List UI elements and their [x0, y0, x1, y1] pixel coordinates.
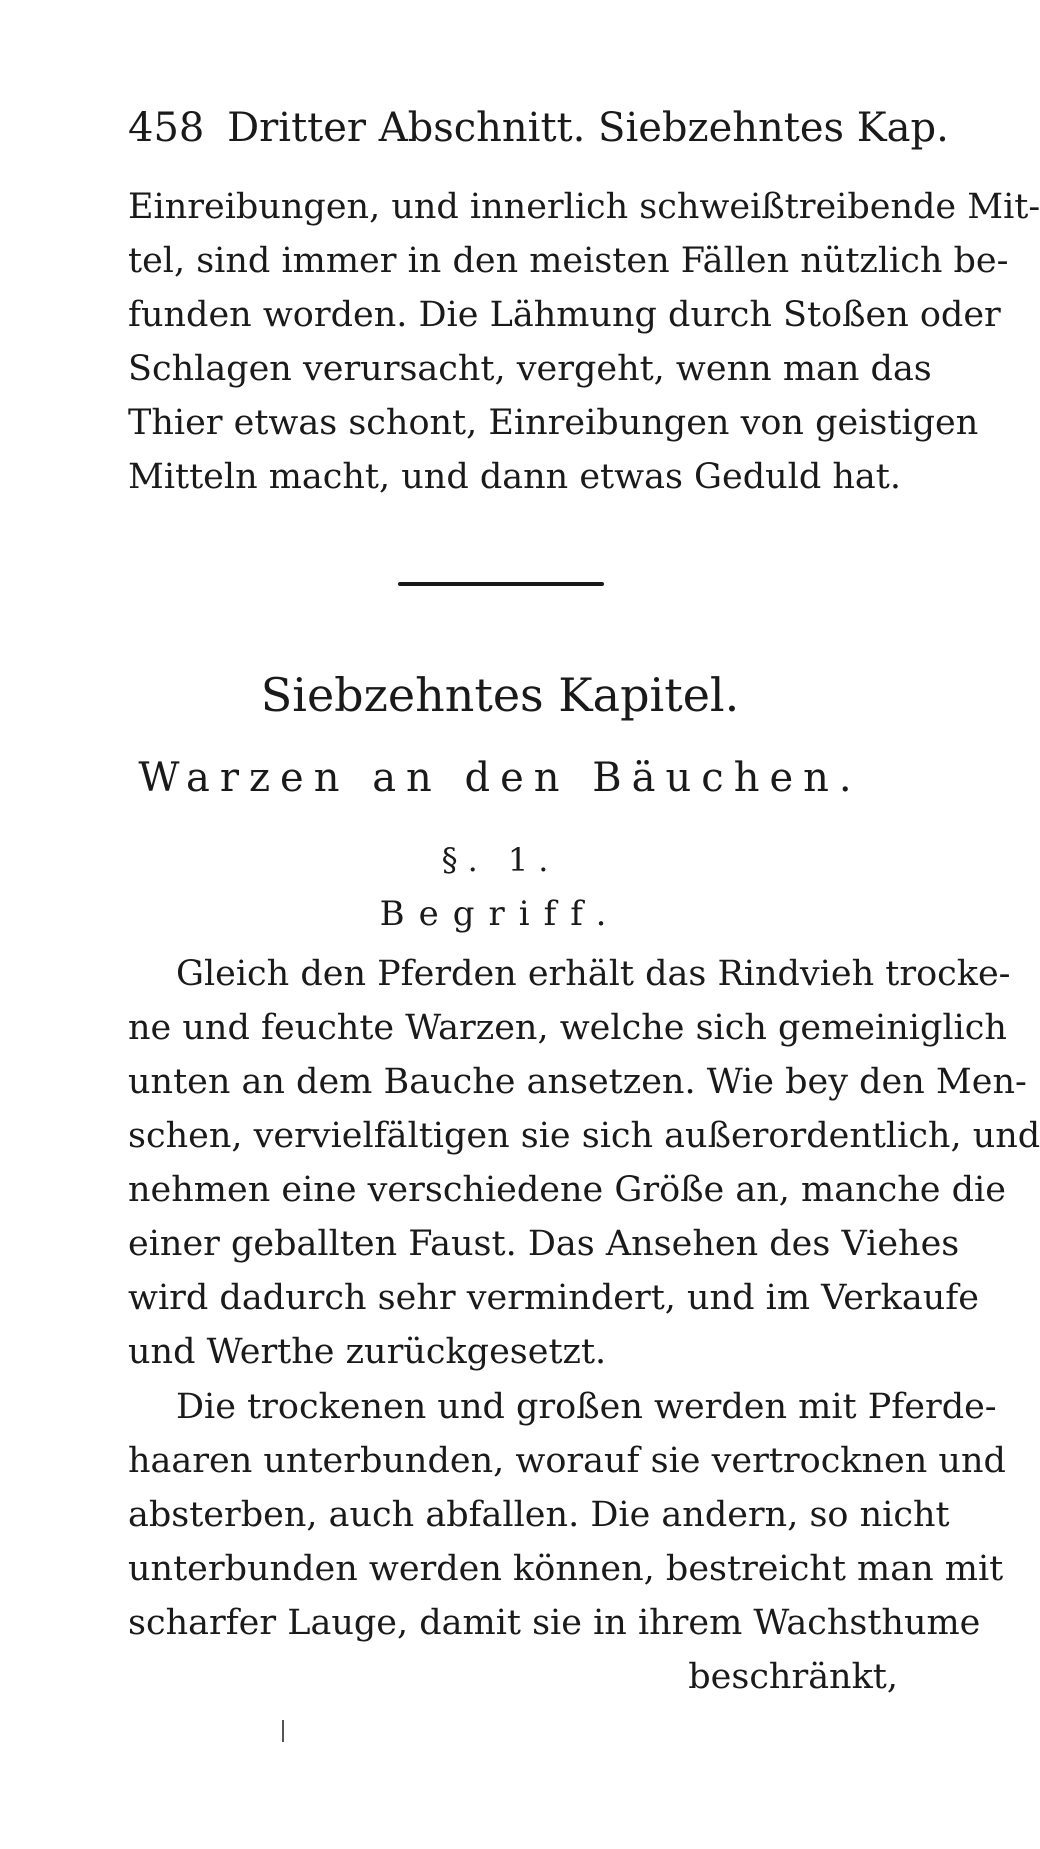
text-line: Gleich den Pferden erhält das Rindvieh trocke- [176, 954, 1011, 994]
section-number: §. 1. [441, 841, 559, 879]
text-line: ne und feuchte Warzen, welche sich gemeiniglich [128, 1008, 1007, 1048]
text-line: absterben, auch abfallen. Die andern, so nicht [128, 1495, 950, 1535]
text-line: haaren unterbunden, worauf sie vertrocknen und [128, 1441, 1006, 1481]
paragraph-definition [128, 947, 1040, 1379]
text-line: unten an dem Bauche ansetzen. Wie bey den Men- [128, 1062, 1027, 1102]
text-line: einer geballten Faust. Das Ansehen des Viehes [128, 1224, 960, 1264]
section-divider-rule [398, 582, 604, 586]
top-paragraph [128, 180, 1040, 504]
section-title: Begriff. [379, 894, 621, 934]
paragraph-treatment [128, 1380, 1006, 1704]
text-line: Die trockenen und großen werden mit Pferde- [176, 1387, 997, 1427]
text-line: Mitteln macht, und dann etwas Geduld hat. [128, 457, 901, 497]
text-line: Einreibungen, und innerlich schweißtreibende Mit- [128, 187, 1040, 227]
text-line: schen, vervielfältigen sie sich außerordentlich, und [128, 1116, 1040, 1156]
text-line: und Werthe zurückgesetzt. [128, 1332, 607, 1372]
catchword: beschränkt, [688, 1657, 898, 1697]
text-line: Schlagen verursacht, vergeht, wenn man das [128, 349, 932, 389]
text-line: unterbunden werden können, bestreicht man mit [128, 1549, 1004, 1589]
chapter-subtitle: Warzen an den Bäuchen. [138, 755, 862, 801]
chapter-title: Siebzehntes Kapitel. [260, 668, 740, 722]
text-line: scharfer Lauge, damit sie in ihrem Wachsthume [128, 1603, 981, 1643]
running-head-title: Dritter Abschnitt. Siebzehntes Kap. [227, 105, 949, 151]
print-speck [282, 1720, 284, 1742]
page-number: 458 [128, 105, 205, 151]
text-line: funden worden. Die Lähmung durch Stoßen oder [128, 295, 1001, 335]
text-line: nehmen eine verschiedene Größe an, manche die [128, 1170, 1006, 1210]
text-line: tel, sind immer in den meisten Fällen nützlich be- [128, 241, 1009, 281]
text-line: Thier etwas schont, Einreibungen von geistigen [128, 403, 979, 443]
running-header [128, 104, 949, 152]
text-line: wird dadurch sehr vermindert, und im Verkaufe [128, 1278, 979, 1318]
